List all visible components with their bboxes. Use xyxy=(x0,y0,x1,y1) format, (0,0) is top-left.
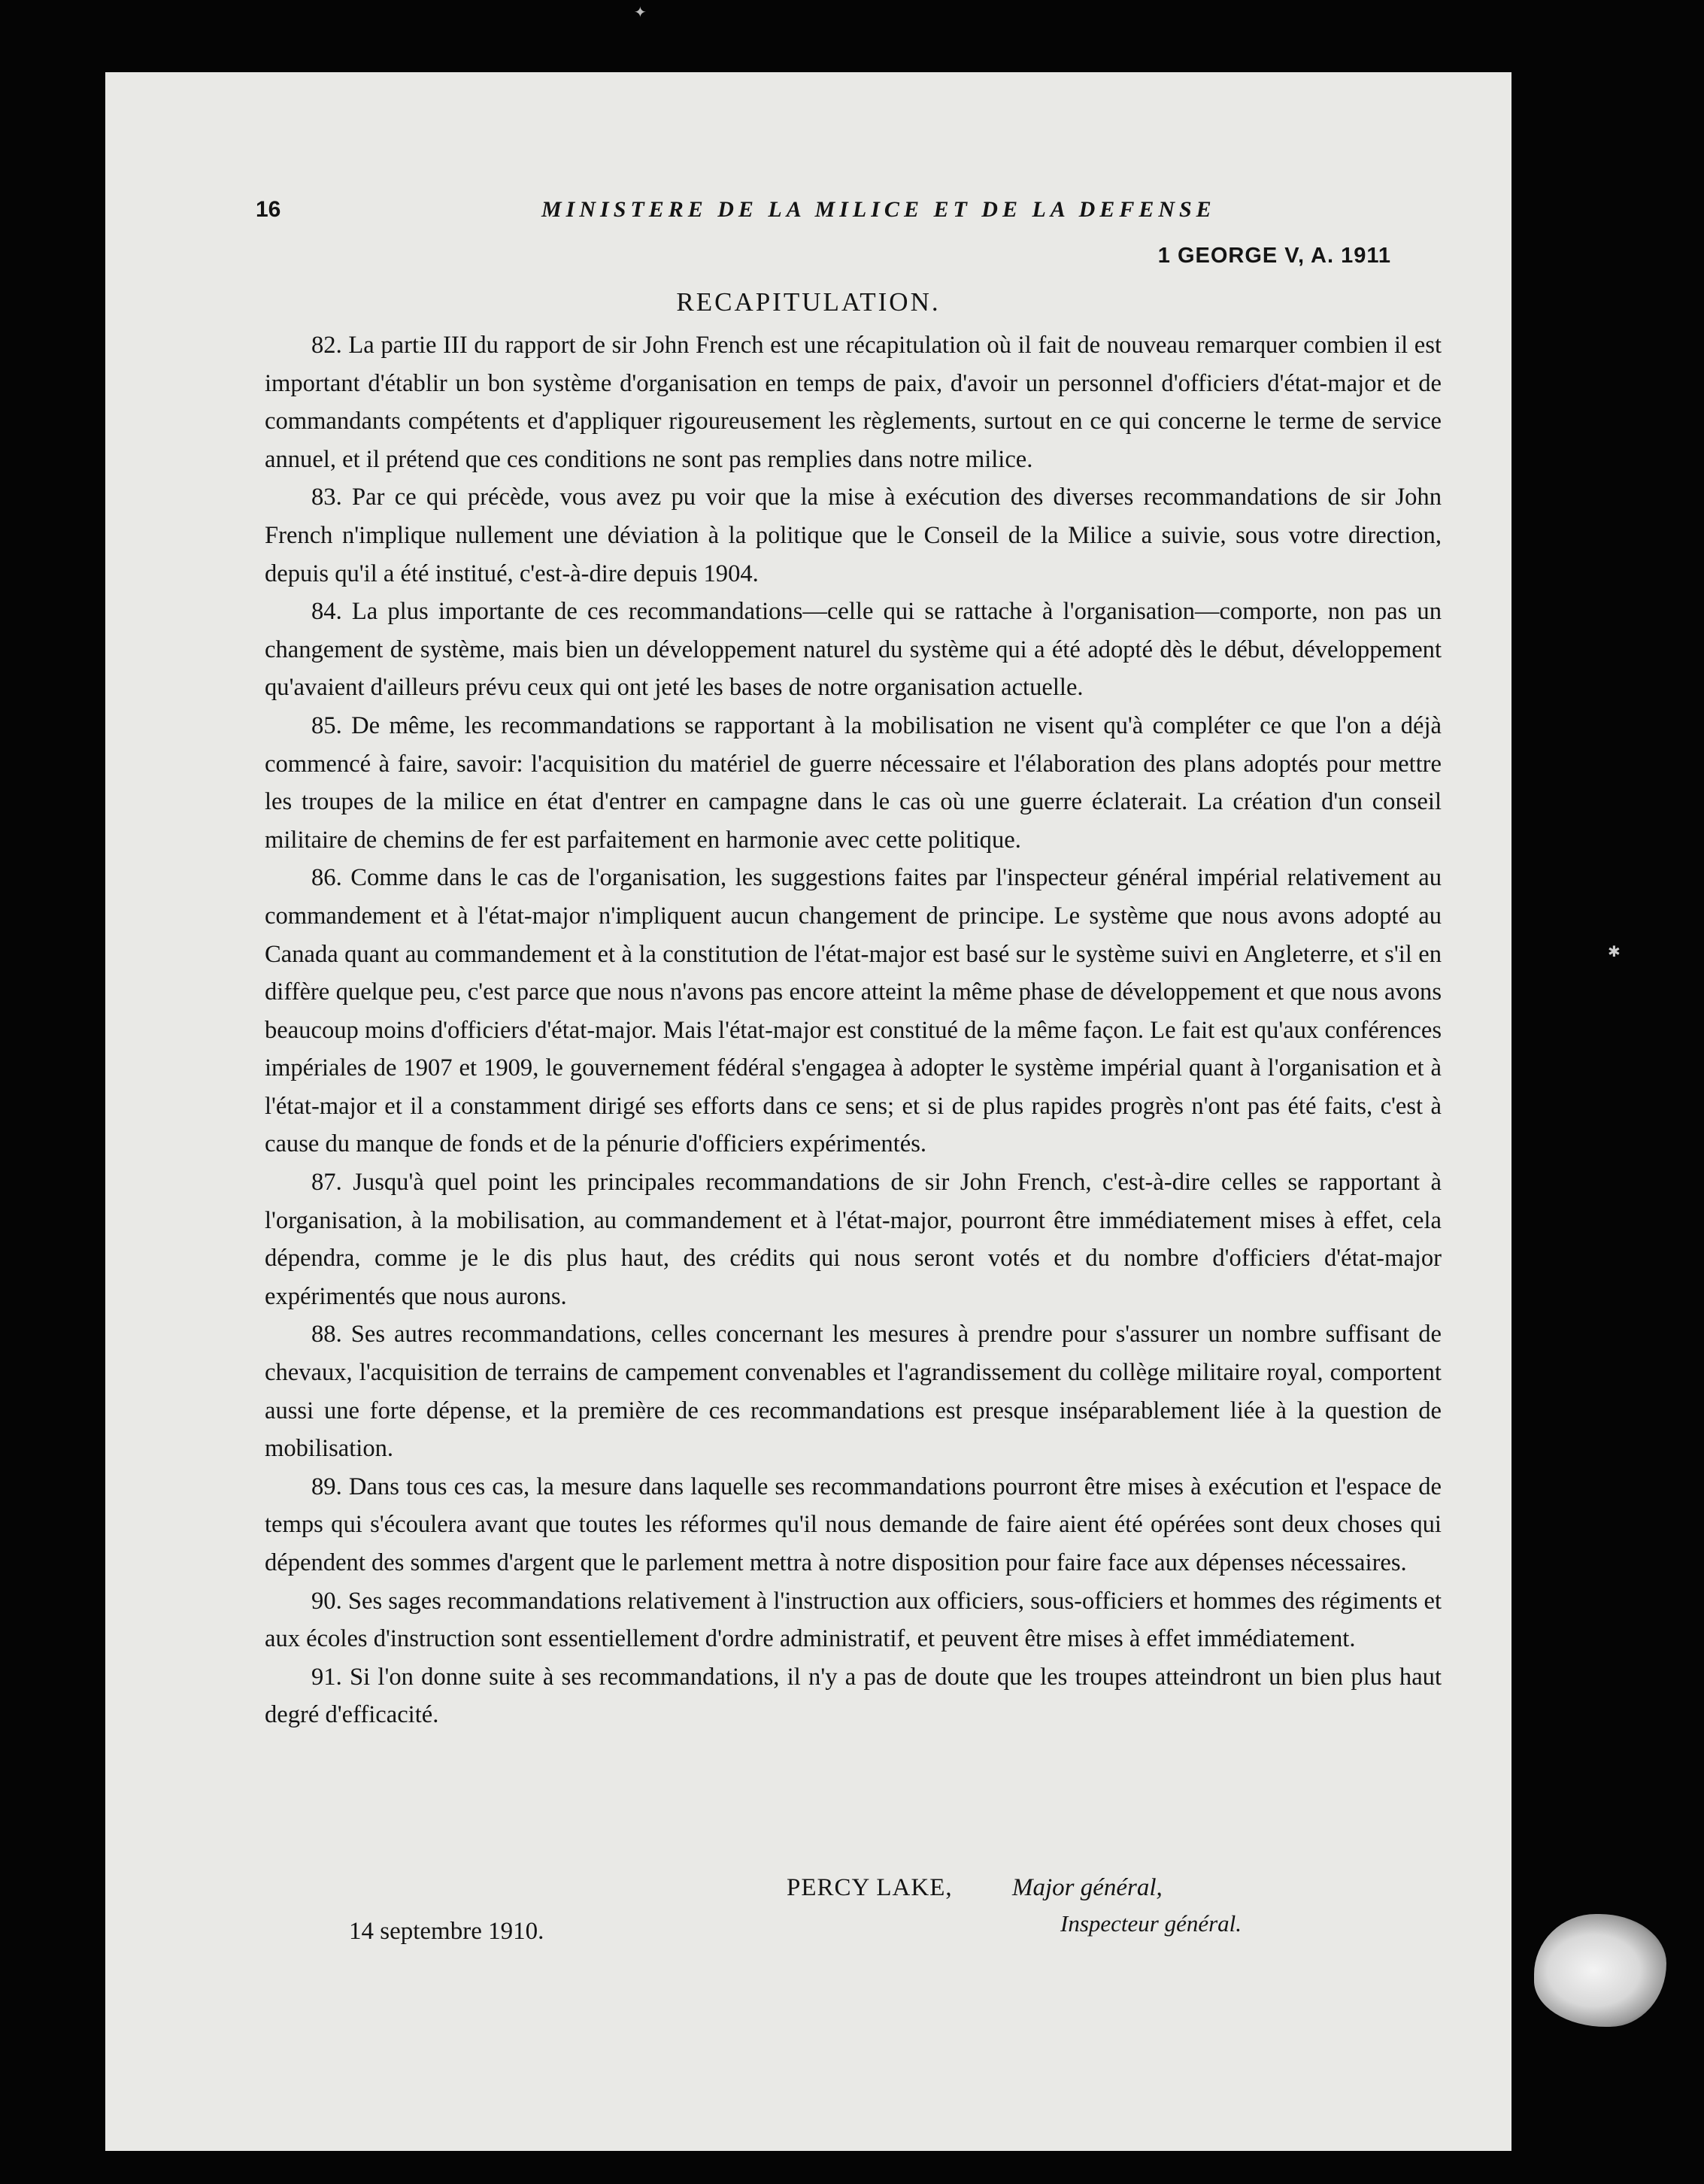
section-title: RECAPITULATION. xyxy=(676,287,941,317)
scan-speck: ✦ xyxy=(634,3,647,21)
paragraph-85: 85. De même, les recommandations se rapportant à la mobilisation ne visent qu'à compléter ce que l'on a déjà commencé à faire, savoir: l'acquisition du matériel de guerre nécessaire et l'élaboration des plans adoptés pour mettre les troupes de la milice en état d'entrer en campagne dans le cas où une guerre éclaterait. La création d'un conseil militaire de chemins de fer est parfaitement en harmonie avec cette politique. xyxy=(265,711,1442,854)
signatory-rank: Major général, xyxy=(1012,1874,1163,1901)
paragraph-91: 91. Si l'on donne suite à ses recommandations, il n'y a pas de doute que les troupes atteindront un bien plus haut degré d'efficacité. xyxy=(265,1663,1442,1729)
signature-block xyxy=(105,1874,1511,1964)
signature-date: 14 septembre 1910. xyxy=(349,1918,544,1945)
running-title: MINISTERE DE LA MILICE ET DE LA DEFENSE xyxy=(541,197,1216,222)
paper-fragment xyxy=(1534,1914,1666,2027)
paragraph-89: 89. Dans tous ces cas, la mesure dans laquelle ses recommandations pourront être mises à exécution et l'espace de temps qui s'écoulera avant que toutes les réformes qu'il nous demande de faire aient été opérées sont deux choses qui dépendent des sommes d'argent que le parlement mettra à notre disposition pour faire face aux dépenses nécessaires. xyxy=(265,1473,1442,1576)
body-text xyxy=(265,326,1442,1734)
page-number: 16 xyxy=(256,197,281,222)
scan-speck: ✱ xyxy=(1608,942,1621,960)
paragraph-87: 87. Jusqu'à quel point les principales recommandations de sir John French, c'est-à-dire celles se rapportant à l'organisation, à la mobilisation, au commandement et à l'état-major, pourront être immédiatement mises à effet, cela dépendra, comme je le dis plus haut, des crédits qui nous seront votés et du nombre d'officiers d'état-major expérimentés que nous aurons. xyxy=(265,1169,1442,1310)
paragraph-84: 84. La plus importante de ces recommandations—celle qui se rattache à l'organisation—comporte, non pas un changement de système, mais bien un développement naturel du système qui a été adopté dès le début, développement qu'avaient d'ailleurs prévu ceux qui ont jeté les bases de notre organisation actuelle. xyxy=(265,598,1442,702)
paragraph-82: 82. La partie III du rapport de sir John French est une récapitulation où il fait de nouveau remarquer combien il est important d'établir un bon système d'organisation en temps de paix, d'avoir un personnel d'officiers d'état-major et de commandants compétents et d'appliquer rigoureusement les règlements, surtout en ce qui concerne le terme de service annuel, et il prétend que ces conditions ne sont pas remplies dans notre milice. xyxy=(265,332,1442,473)
paragraph-90: 90. Ses sages recommandations relativement à l'instruction aux officiers, sous-officiers et hommes des régiments et aux écoles d'instruction sont essentiellement d'ordre administratif, et peuvent être mises à effet immédiatement. xyxy=(265,1587,1442,1653)
paragraph-83: 83. Par ce qui précède, vous avez pu voir que la mise à exécution des diverses recommandations de sir John French n'implique nullement une déviation à la politique que le Conseil de la Milice a suivie, sous votre direction, depuis qu'il a été institué, c'est-à-dire depuis 1904. xyxy=(265,484,1442,587)
paragraph-88: 88. Ses autres recommandations, celles concernant les mesures à prendre pour s'assurer un nombre suffisant de chevaux, l'acquisition de terrains de campement convenables et l'agrandissement du collège militaire royal, comportent aussi une forte dépense, et la première de ces recommandations est presque inséparablement liée à la question de mobilisation. xyxy=(265,1321,1442,1463)
signatory-name: PERCY LAKE, xyxy=(787,1874,953,1901)
paragraph-86: 86. Comme dans le cas de l'organisation, les suggestions faites par l'inspecteur général impérial relativement au commandement et à l'état-major n'impliquent aucun changement de principe. Le système que nous avons adopté au Canada quant au commandement et à la constitution de l'état-major est basé sur le système suivi en Angleterre, et s'il en diffère quelque peu, c'est parce que nous n'avons pas encore atteint la même phase de développement et que nous avons beaucoup moins d'officiers d'état-major. Mais l'état-major est constitué de la même façon. Le fait est qu'aux conférences impériales de 1907 et 1909, le gouvernement fédéral s'engagea à adopter le système impérial quant à l'organisation et à l'état-major et il a constamment dirigé ses efforts dans ce sens; et si de plus rapides progrès n'ont pas été faits, c'est à cause du manque de fonds et de la pénurie d'officiers expérimentés. xyxy=(265,864,1442,1158)
running-head xyxy=(256,197,1429,235)
signatory-title: Inspecteur général. xyxy=(1060,1910,1242,1937)
session-label: 1 GEORGE V, A. 1911 xyxy=(1157,244,1391,268)
document-page xyxy=(105,72,1511,2151)
